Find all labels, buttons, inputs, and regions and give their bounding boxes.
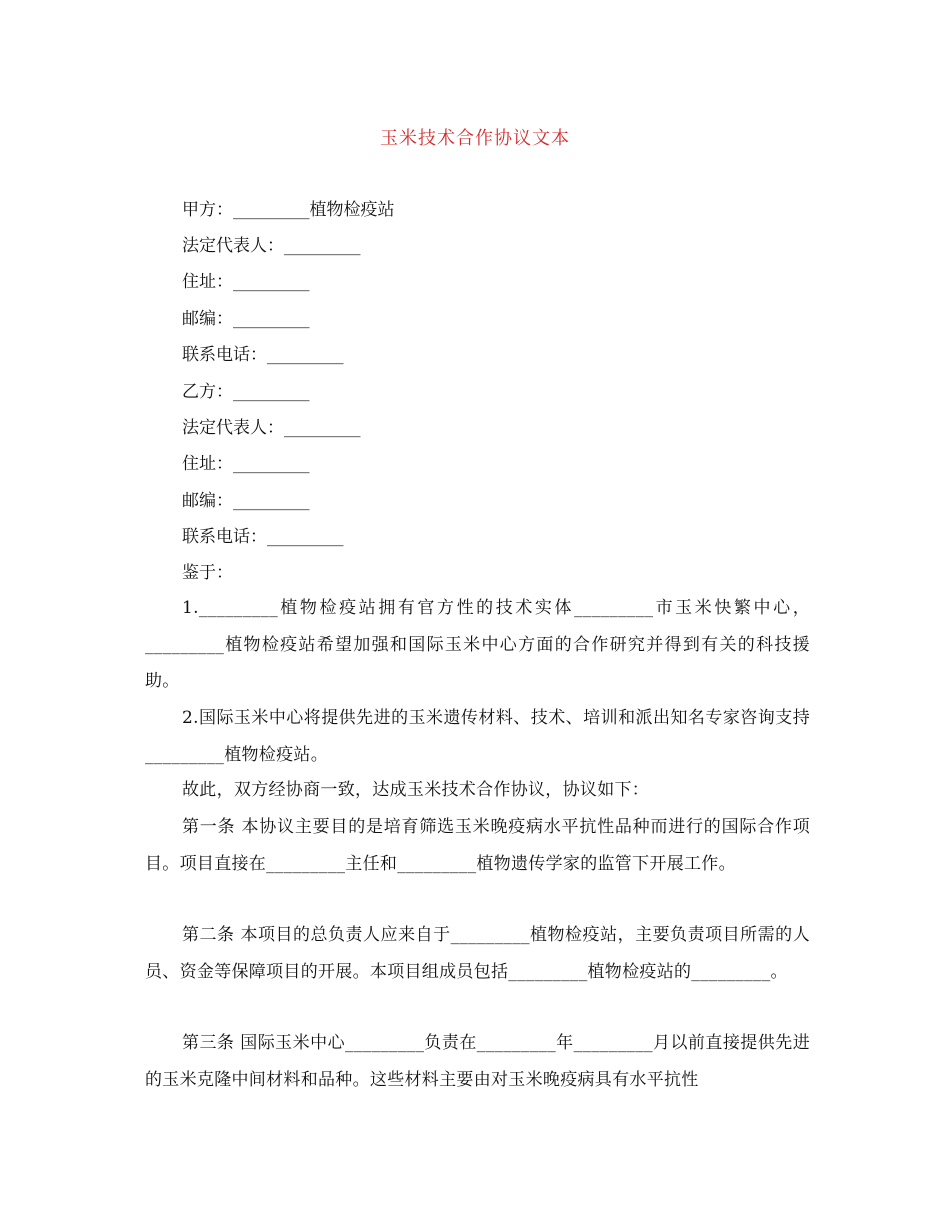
whereas-heading: 鉴于： xyxy=(182,563,233,583)
party-a-representative: 法定代表人：_________ xyxy=(182,236,361,256)
party-b-address: 住址：_________ xyxy=(182,454,310,474)
agreement-intro: 故此，双方经协商一致，达成玉米技术合作协议，协议如下： xyxy=(182,780,650,800)
article-3: 第三条 国际玉米中心_________负责在_________年_________月以前直接提供先进的玉米克隆中间材料和品种。这些材料主要由对玉米晚疫病具有水平抗性 xyxy=(145,1033,810,1090)
document-title: 玉米技术合作协议文本 xyxy=(380,128,570,149)
party-b-postcode: 邮编：_________ xyxy=(182,491,310,511)
party-b-representative: 法定代表人：_________ xyxy=(182,418,361,438)
party-a-name: 甲方：_________植物检疫站 xyxy=(182,200,395,220)
article-2: 第二条 本项目的总负责人应来自于_________植物检疫站，主要负责项目所需的人员、资金等保障项目的开展。本项目组成员包括_________植物检疫站的_________。 xyxy=(145,925,810,982)
recital-2: 2.国际玉米中心将提供先进的玉米遗传材料、技术、培训和派出知名专家咨询支持_________植物检疫站。 xyxy=(145,708,810,765)
party-a-postcode: 邮编：_________ xyxy=(182,309,310,329)
party-a-address: 住址：_________ xyxy=(182,272,310,292)
party-b-name: 乙方：_________ xyxy=(182,382,310,402)
article-1: 第一条 本协议主要目的是培育筛选玉米晚疫病水平抗性品种而进行的国际合作项目。项目直接在_________主任和_________植物遗传学家的监管下开展工作。 xyxy=(145,817,810,874)
party-b-phone: 联系电话：_________ xyxy=(182,527,344,547)
party-a-phone: 联系电话：_________ xyxy=(182,345,344,365)
recital-1: 1._________植物检疫站拥有官方性的技术实体_________市玉米快繁中心，_________植物检疫站希望加强和国际玉米中心方面的合作研究并得到有关的科技援助。 xyxy=(145,598,810,691)
